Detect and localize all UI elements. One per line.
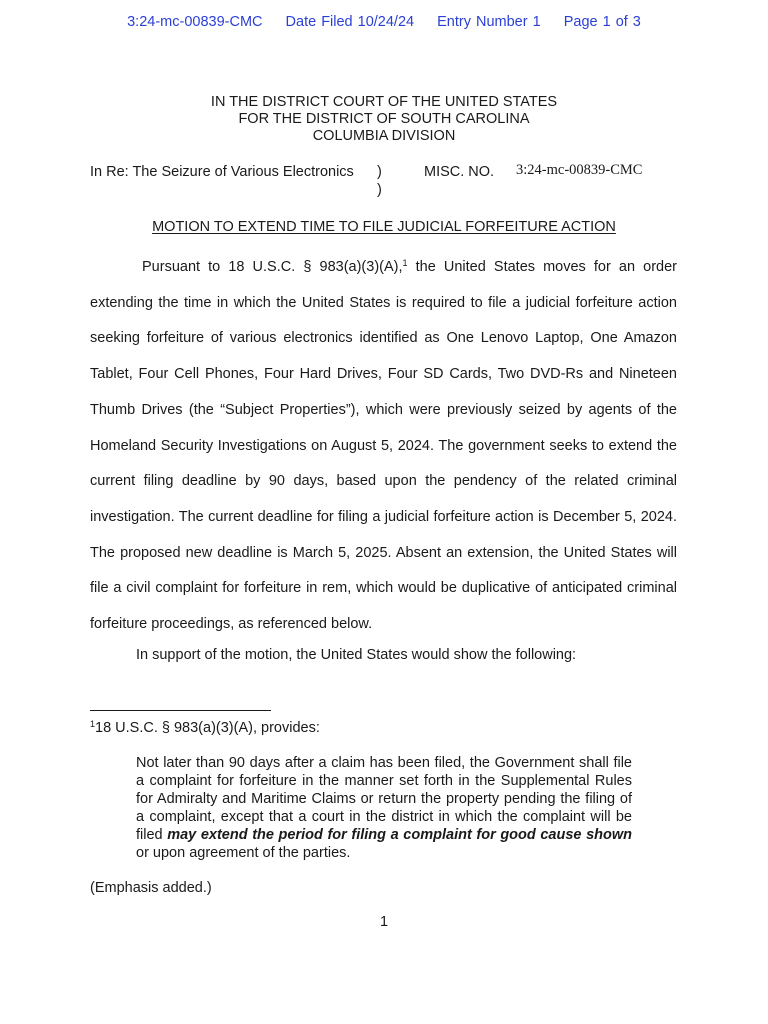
court-line-2: FOR THE DISTRICT OF SOUTH CAROLINA: [238, 111, 530, 127]
p1-after-footnote: the United States moves for an order extending the time in which the United States is required to file a judicial forfeiture action seeking forfeiture of various electronics identified as One Lenovo Laptop, One Amazon Tablet, Four Cell Phones, Four Hard Drives, Four SD Cards, Two DVD-Rs and Nineteen Thumb Drives (the “Subject Properties”), which were previously seized by agents of the Homeland Security Investigations on August 5, 2024. The government seeks to extend the current filing deadline by 90 days, based upon the pendency of the related criminal investigation. The current deadline for filing a judicial forfeiture action is December 5, 2024. The proposed new deadline is March 5, 2025. Absent an extension, the United States will file a civil complaint for forfeiture in rem, which would be duplicative of anticipated criminal forfeiture proceedings, as referenced below.: [90, 259, 677, 633]
body-paragraph-2: In support of the motion, the United States would show the following:: [136, 647, 577, 663]
date-filed: Date Filed 10/24/24: [285, 14, 415, 30]
footnote-marker: 1: [90, 719, 96, 729]
footnote-intro: [90, 719, 320, 736]
caption-in-re: In Re: The Seizure of Various Electronics: [90, 164, 354, 180]
footnote-reference: 1: [402, 258, 408, 268]
page-number: 1: [379, 914, 389, 930]
p1-before-footnote: Pursuant to 18 U.S.C. § 983(a)(3)(A),: [142, 259, 403, 275]
body-paragraph-1: [90, 246, 677, 643]
filing-header: [0, 14, 768, 30]
court-line-1: IN THE DISTRICT COURT OF THE UNITED STATES: [210, 94, 558, 110]
caption-paren-2: ): [377, 182, 382, 198]
emphasis-added-note: (Emphasis added.): [90, 880, 212, 896]
motion-body: [90, 246, 677, 643]
misc-number: 3:24-mc-00839-CMC: [516, 162, 643, 178]
entry-number: Entry Number 1: [437, 14, 541, 30]
court-heading: [0, 94, 768, 145]
caption-paren-1: ): [377, 164, 382, 180]
footnote-divider: [90, 710, 271, 711]
misc-label: MISC. NO.: [424, 164, 495, 180]
footnote-intro-text: 18 U.S.C. § 983(a)(3)(A), provides:: [95, 720, 320, 736]
case-number: 3:24-mc-00839-CMC: [127, 14, 263, 30]
quote-emphasis: may extend the period for filing a complaint for good cause shown: [167, 827, 632, 843]
page-of: Page 1 of 3: [563, 14, 641, 30]
quote-end: or upon agreement of the parties.: [136, 845, 351, 861]
quote-plain: Not later than 90 days after a claim has been filed, the Government shall file a complaint for forfeiture in the manner set forth in the Supplemental Rules for Admiralty and Maritime Claims or return the property pending the filing of a complaint, except that a court in the district in which the complaint will be filed: [136, 755, 632, 843]
motion-title: MOTION TO EXTEND TIME TO FILE JUDICIAL FORFEITURE ACTION: [152, 219, 616, 235]
footnote-quote: [136, 754, 632, 862]
court-line-3: COLUMBIA DIVISION: [312, 128, 456, 144]
